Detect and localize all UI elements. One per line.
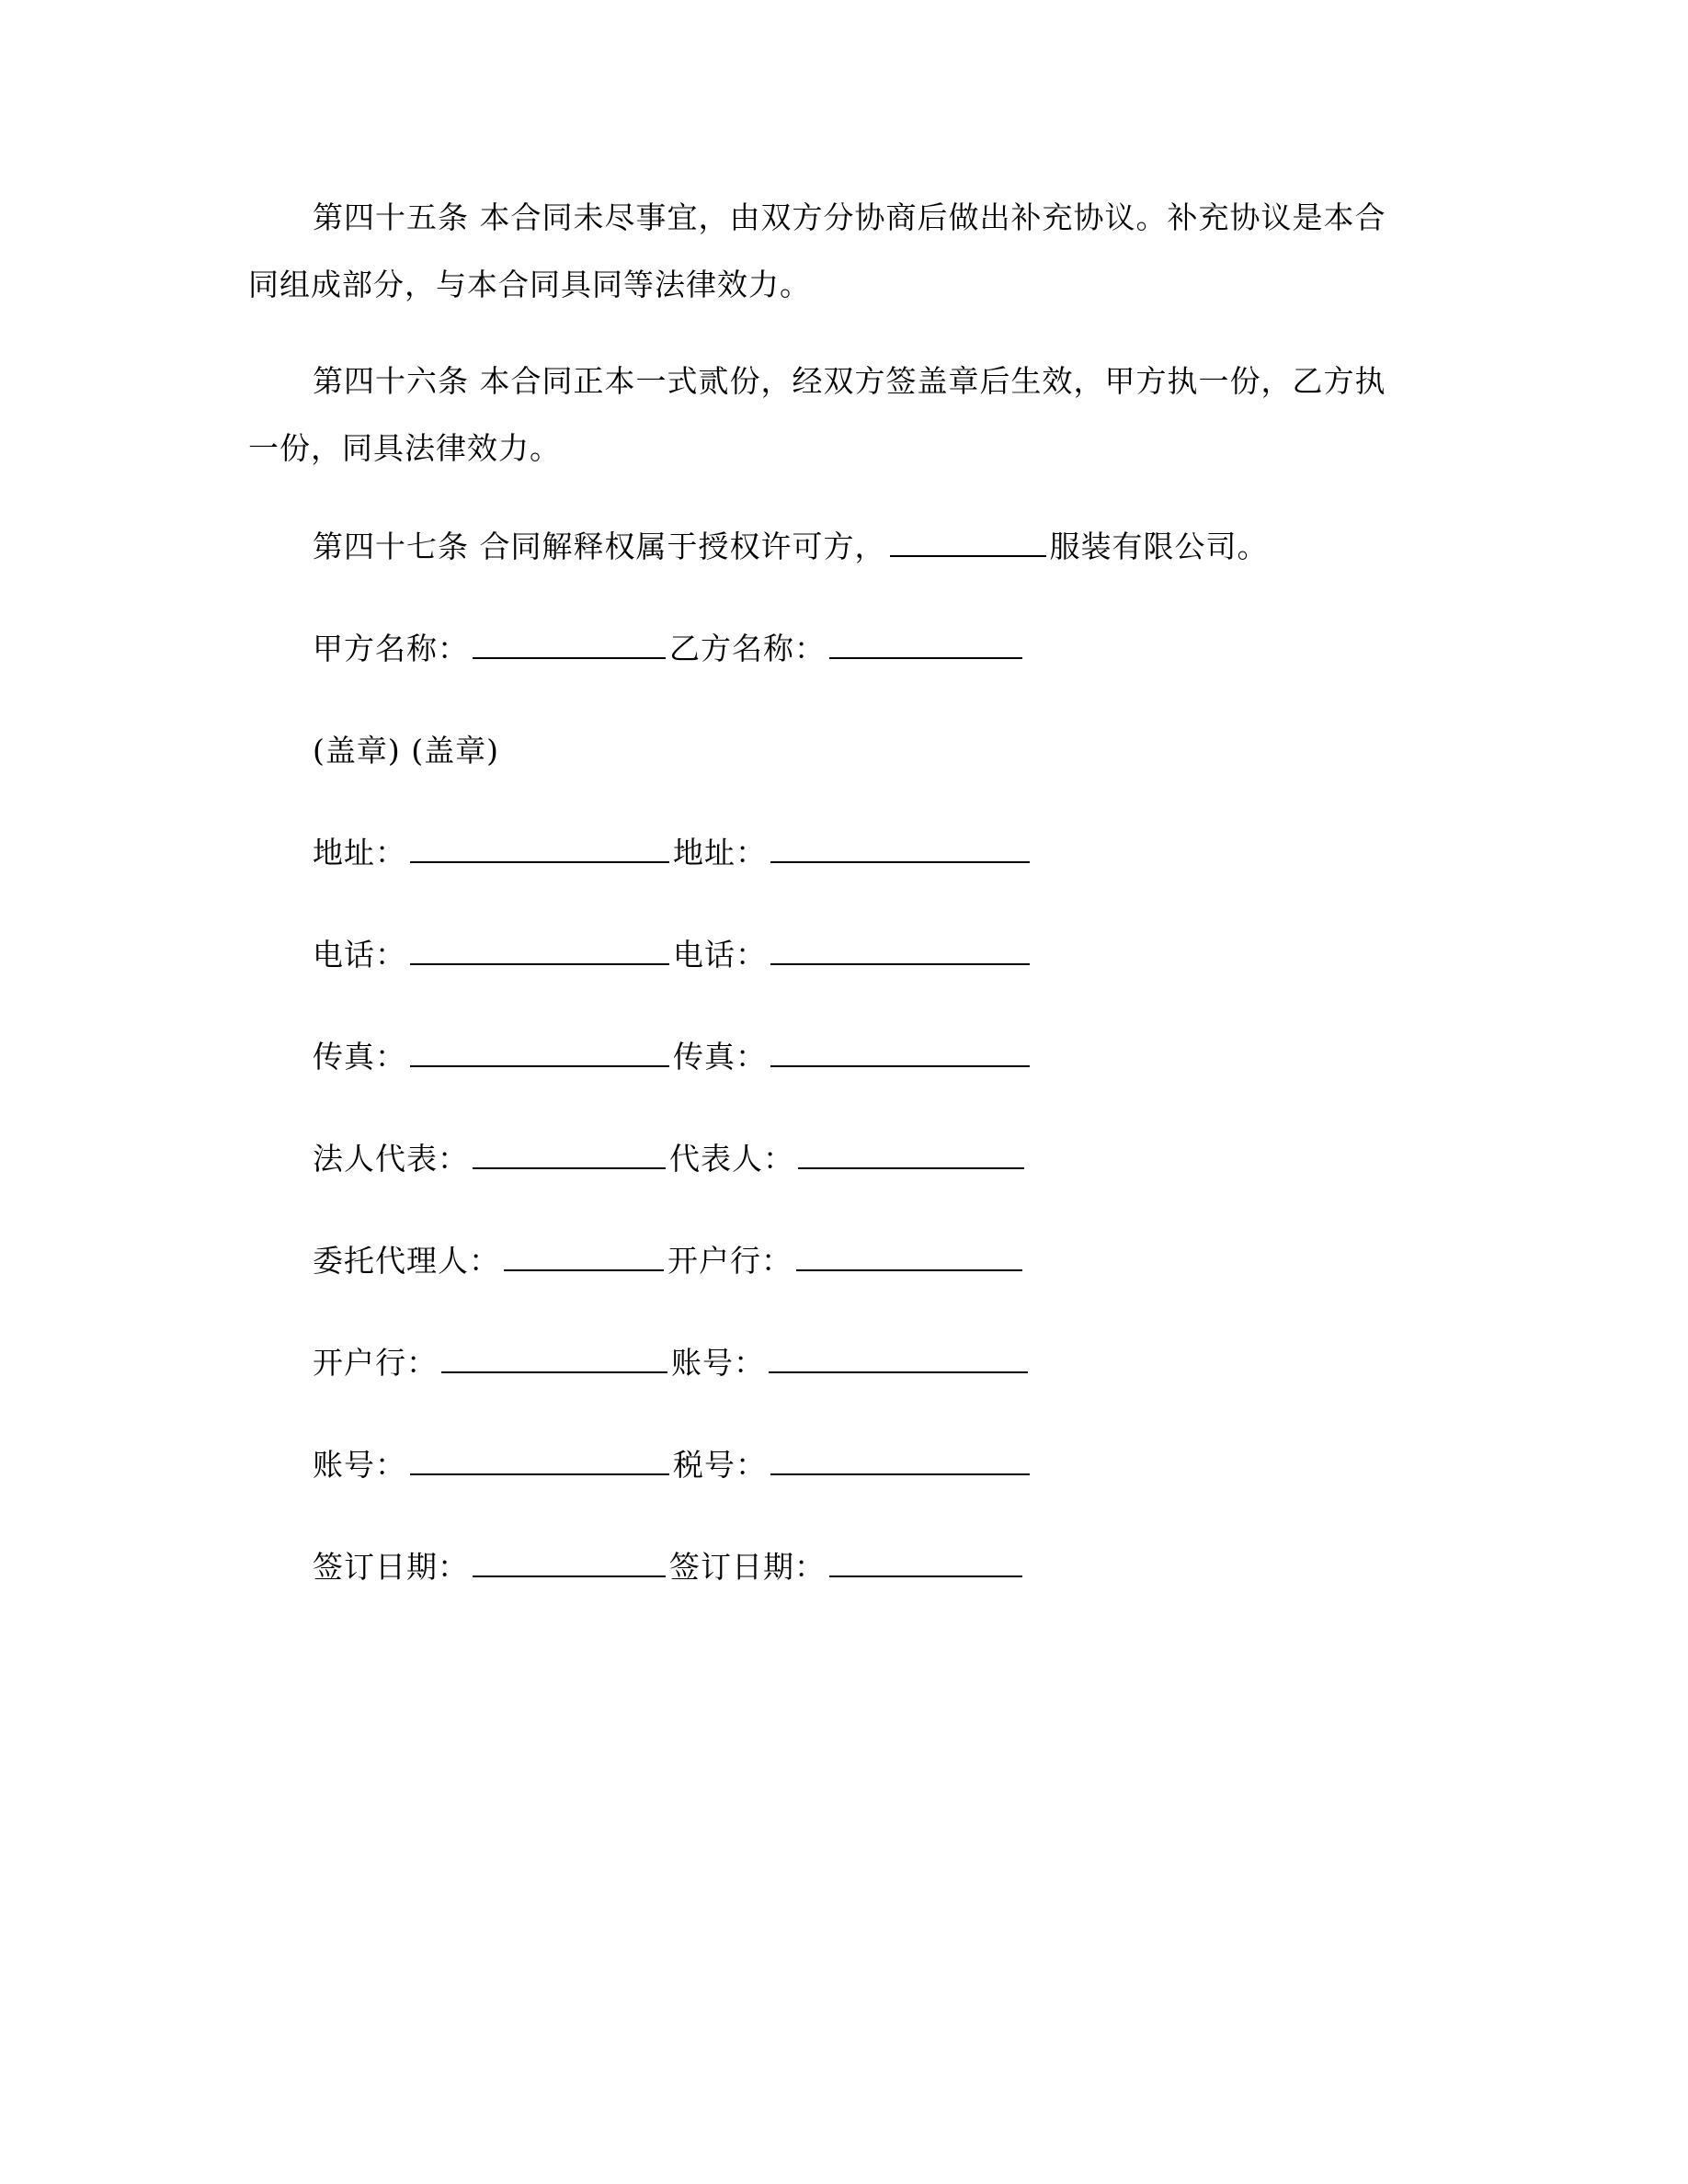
party-b-fax-label: 传真： <box>673 1039 767 1075</box>
party-b-phone-label: 电话： <box>673 937 767 973</box>
party-a-address-label: 地址： <box>313 835 406 870</box>
tax-number-label: 税号： <box>673 1447 767 1483</box>
party-b-sign-date-label: 签订日期： <box>669 1549 826 1585</box>
party-b-address-blank[interactable] <box>770 836 1030 863</box>
phone-row <box>313 937 1033 973</box>
party-a-account-blank[interactable] <box>410 1448 669 1475</box>
sign-date-row <box>313 1549 1026 1586</box>
party-a-fax-label: 传真： <box>313 1039 406 1075</box>
party-b-bank-blank[interactable] <box>796 1244 1022 1271</box>
party-a-name-label: 甲方名称： <box>313 631 469 666</box>
party-b-sign-date-blank[interactable] <box>829 1550 1022 1577</box>
legal-representative-blank[interactable] <box>473 1142 666 1169</box>
address-row <box>313 835 1033 871</box>
party-names-row <box>313 631 1026 667</box>
article-47 <box>313 529 1269 565</box>
article-47-suffix: 服装有限公司。 <box>1049 529 1269 564</box>
company-name-blank[interactable] <box>890 529 1046 557</box>
tax-number-blank[interactable] <box>770 1448 1030 1475</box>
representative-blank[interactable] <box>798 1142 1024 1169</box>
legal-representative-label: 法人代表： <box>313 1141 469 1177</box>
article-45: 第四十五条 本合同未尽事宜，由双方分协商后做出补充协议。补充协议是本合同组成部分，与本合同具同等法律效力。 <box>248 199 1386 302</box>
party-b-name-blank[interactable] <box>829 631 1022 659</box>
article-47-prefix: 第四十七条 合同解释权属于授权许可方， <box>313 529 886 564</box>
party-a-bank-blank[interactable] <box>441 1346 667 1373</box>
party-a-account-label: 账号： <box>313 1447 406 1483</box>
representative-row <box>313 1141 1028 1177</box>
account-tax-row <box>313 1447 1033 1484</box>
bank-account-row <box>313 1345 1032 1382</box>
party-a-name-blank[interactable] <box>473 631 666 659</box>
party-b-account-label: 账号： <box>671 1345 765 1381</box>
party-a-fax-blank[interactable] <box>410 1040 669 1067</box>
article-46: 第四十六条 本合同正本一式贰份，经双方签盖章后生效，甲方执一份，乙方执一份，同具法律效力。 <box>248 363 1386 466</box>
party-b-fax-blank[interactable] <box>770 1040 1030 1067</box>
party-b-bank-label: 开户行： <box>667 1243 793 1279</box>
authorized-agent-blank[interactable] <box>504 1244 664 1271</box>
party-b-address-label: 地址： <box>673 835 767 870</box>
authorized-agent-label: 委托代理人： <box>313 1243 500 1279</box>
party-a-phone-blank[interactable] <box>410 938 669 965</box>
fax-row <box>313 1039 1033 1075</box>
party-b-account-blank[interactable] <box>769 1346 1028 1373</box>
agent-bank-row <box>313 1243 1026 1280</box>
party-a-sign-date-blank[interactable] <box>473 1550 666 1577</box>
party-b-phone-blank[interactable] <box>770 938 1030 965</box>
party-a-sign-date-label: 签订日期： <box>313 1549 469 1585</box>
party-a-phone-label: 电话： <box>313 937 406 973</box>
party-b-name-label: 乙方名称： <box>669 631 826 666</box>
party-a-address-blank[interactable] <box>410 836 669 863</box>
party-a-bank-label: 开户行： <box>313 1345 438 1381</box>
seal-row: (盖章) (盖章) <box>313 733 499 768</box>
representative-label: 代表人： <box>669 1141 794 1177</box>
